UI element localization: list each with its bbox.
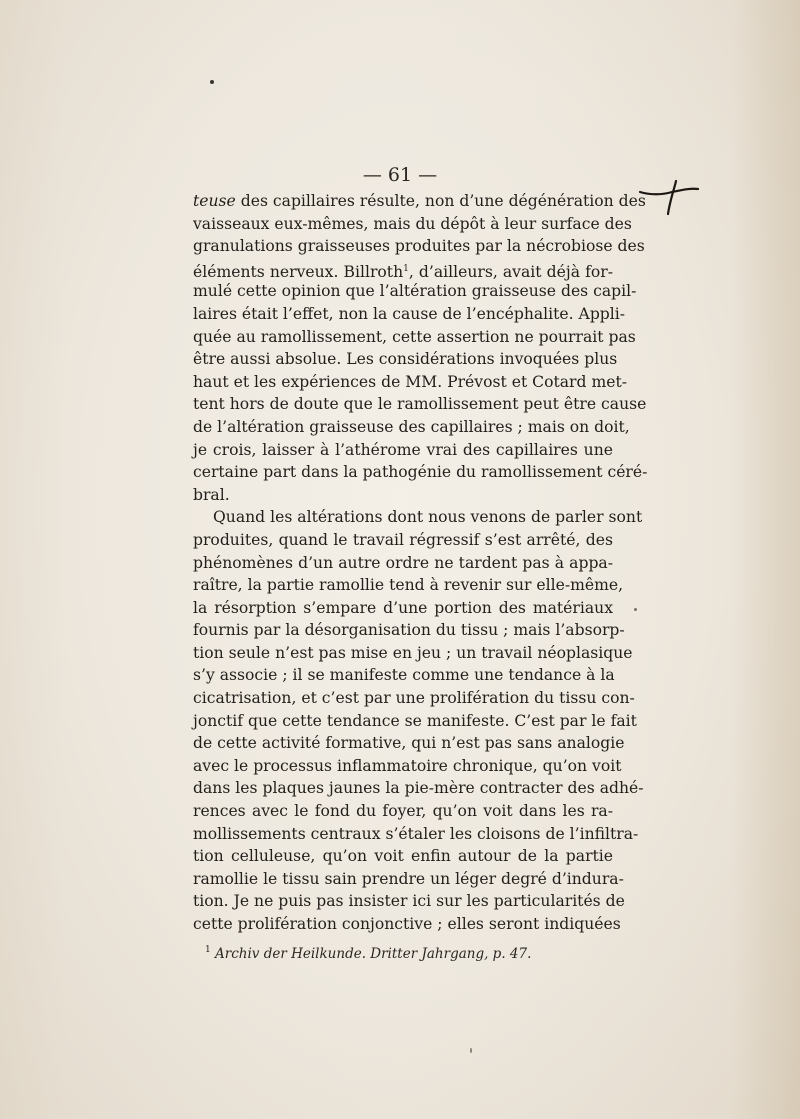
text-line: vaisseaux eux-mêmes, mais du dépôt à leur surface des [193, 214, 632, 233]
footnote-reference: 1 [403, 263, 409, 274]
handwritten-margin-mark [638, 178, 702, 218]
text-line: ramollie le tissu sain prendre un léger degré d’indura- [193, 869, 624, 888]
text-line: la résorption s’empare d’une portion des matériaux [193, 598, 613, 617]
text-line: avec le processus inflammatoire chronique, qu’on voit [193, 756, 622, 775]
ink-speck [210, 80, 214, 84]
text-line: granulations graisseuses produites par la nécrobiose des [193, 237, 645, 256]
footnote-marker: 1 [205, 945, 211, 955]
text-line: tent hors de doute que le ramollissement peut être cause [193, 395, 647, 414]
text-line: certaine part dans la pathogénie du ramollissement céré- [193, 463, 648, 482]
text-line: produites, quand le travail régressif s’est arrêté, des [193, 530, 613, 549]
footnote [205, 945, 531, 962]
body-text [193, 190, 648, 936]
text-line: cicatrisation, et c’est par une prolifération du tissu con- [193, 689, 635, 708]
text-line: tion celluleuse, qu’on voit enfin autour de la partie [193, 847, 613, 866]
text-line: teuse des capillaires résulte, non d’une dégénération des [193, 192, 646, 210]
text-line: mollissements centraux s’étaler les cloisons de l’infiltra- [193, 824, 639, 843]
text-line: être aussi absolue. Les considérations invoquées plus [193, 350, 618, 369]
text-line: dans les plaques jaunes la pie-mère contracter des adhé- [193, 779, 644, 798]
text-line: de l’altération graisseuse des capillaires ; mais on doit, [193, 417, 630, 436]
text-line: jonctif que cette tendance se manifeste. C’est par le fait [193, 711, 637, 730]
text-line: phénomènes d’un autre ordre ne tardent pas à appa- [193, 553, 613, 572]
text-line: s’y associe ; il se manifeste comme une tendance à la [193, 666, 615, 685]
text-line: haut et les expériences de MM. Prévost et Cotard met- [193, 372, 627, 391]
footnote-text: Archiv der Heilkunde. Dritter Jahrgang, p. 47. [215, 946, 532, 962]
text-line: mulé cette opinion que l’altération graisseuse des capil- [193, 282, 637, 301]
text-line: cette prolifération conjonctive ; elles seront indiquées [193, 915, 621, 933]
italic-word: teuse [193, 192, 236, 210]
page-number: — 61 — [362, 164, 438, 186]
text-line: tion seule n’est pas mise en jeu ; un travail néoplasique [193, 643, 633, 662]
text-line: bral. [193, 485, 230, 504]
ink-speck [634, 608, 637, 611]
text-line: fournis par la désorganisation du tissu ; mais l’absorp- [193, 621, 625, 640]
text-line: rences avec le fond du foyer, qu’on voit dans les ra- [193, 802, 613, 821]
text-line: raître, la partie ramollie tend à revenir sur elle-même, [193, 576, 624, 595]
text-line: quée au ramollissement, cette assertion ne pourrait pas [193, 327, 636, 346]
ink-speck [470, 1048, 472, 1053]
text-line: tion. Je ne puis pas insister ici sur les particularités de [193, 892, 625, 911]
text-line: Quand les altérations dont nous venons de parler sont [213, 508, 643, 527]
text-line: laires était l’effet, non la cause de l’encéphalite. Appli- [193, 304, 626, 323]
text-line: je crois, laisser à l’athérome vrai des capillaires une [193, 440, 613, 459]
text-line: de cette activité formative, qui n’est pas sans analogie [193, 734, 625, 753]
text-line: éléments nerveux. Billroth$^1$, d’ailleurs, avait déjà for- [193, 262, 613, 281]
